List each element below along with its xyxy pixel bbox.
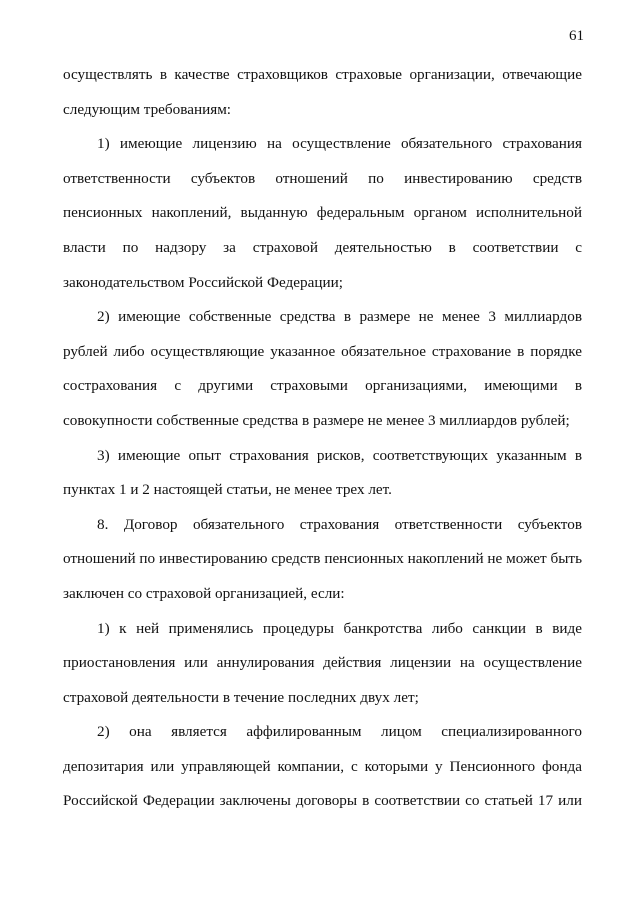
paragraph: 1) имеющие лицензию на осуществление обязательного страхования ответственности субъектов отношений по инвестированию средств пенсионных накоплений, выданную федеральным органом исполнительной власти по надзору за страховой деятельностью в соответствии с законодательством Российской Федерации; [63, 135, 582, 291]
paragraph: 2) она является аффилированным лицом специализированного депозитария или управляющей компании, с которыми у Пенсионного фонда Российской Федерации заключены договоры в соответствии со статьей 17 или [63, 723, 582, 810]
paragraph: 1) к ней применялись процедуры банкротства либо санкции в виде приостановления или аннулирования действия лицензии на осуществление страховой деятельности в течение последних двух лет; [63, 619, 582, 706]
paragraph: 3) имеющие опыт страхования рисков, соответствующих указанным в пунктах 1 и 2 настоящей статьи, не менее трех лет. [63, 446, 582, 499]
paragraph: 2) имеющие собственные средства в размере не менее 3 миллиардов рублей либо осуществляющие указанное обязательное страхование в порядке сострахования с другими страховыми организациями, имеющими в совокупности собственные средства в размере не менее 3 миллиардов рублей; [63, 308, 582, 429]
document-body [63, 58, 582, 819]
paragraph: 8. Договор обязательного страхования ответственности субъектов отношений по инвестированию средств пенсионных накоплений не может быть заключен со страховой организацией, если: [63, 515, 582, 602]
page-number: 61 [569, 28, 584, 44]
paragraph: осуществлять в качестве страховщиков страховые организации, отвечающие следующим требованиям: [63, 66, 582, 118]
